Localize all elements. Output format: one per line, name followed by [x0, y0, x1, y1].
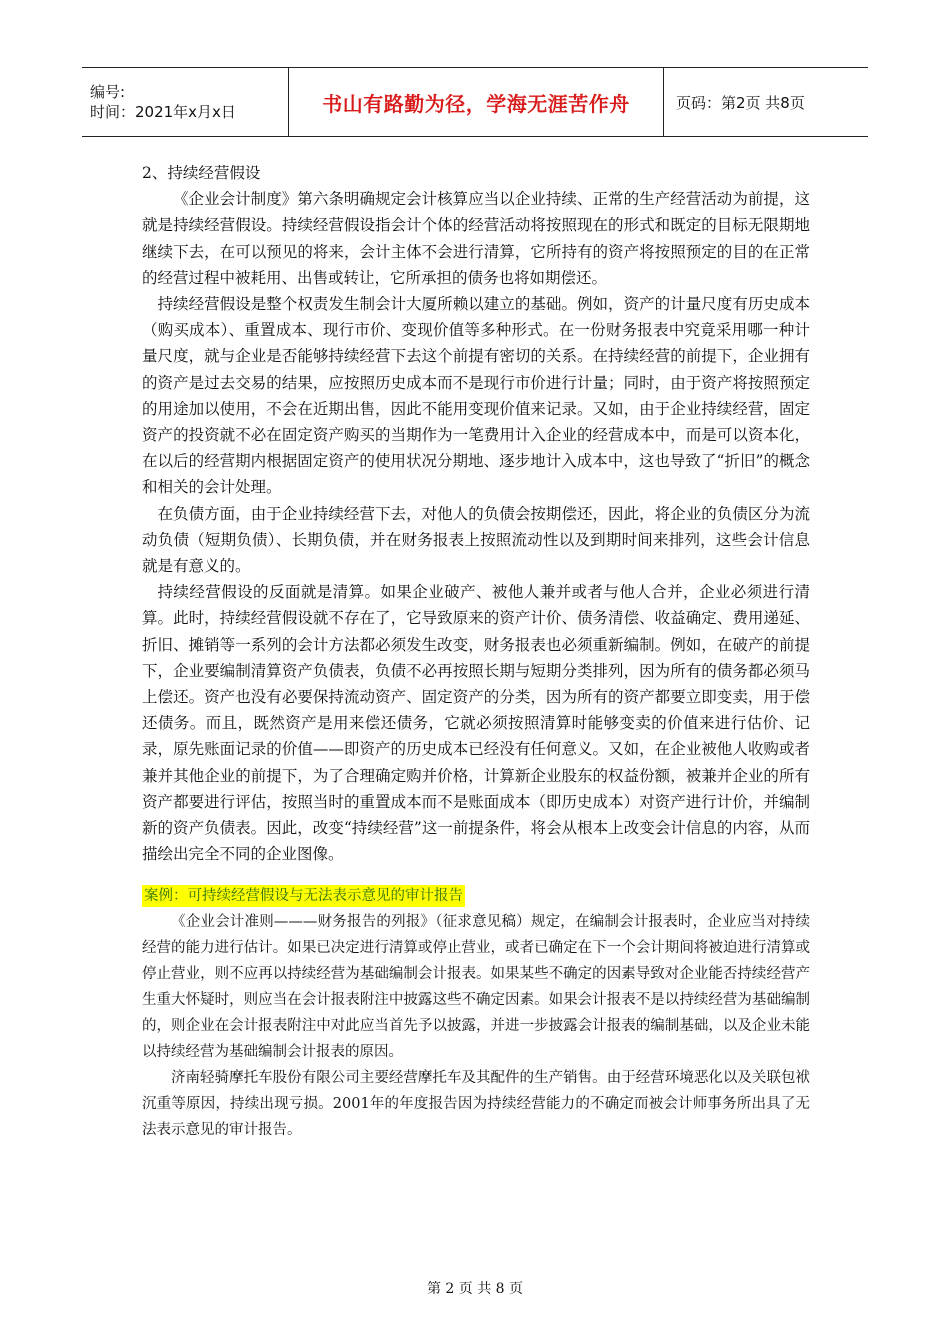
paragraph-1: 《企业会计制度》第六条明确规定会计核算应当以企业持续、正常的生产经营活动为前提，这就是持续经营假设。持续经营假设指会计个体的经营活动将按照现在的形式和既定的目标无限期地继续下去，在可以预见的将来，会计主体不会进行清算，它所持有的资产将按照预定的目的在正常的经营过程中被耗用、出售或转让，它所承担的债务也将如期偿还。 — [142, 190, 810, 287]
section-heading: 2、持续经营假设 — [142, 164, 261, 182]
case-title: 案例：可持续经营假设与无法表示意见的审计报告 — [142, 885, 465, 907]
document-number-label: 编号: — [90, 83, 126, 101]
document-body — [142, 160, 810, 1143]
case-paragraph-1: 《企业会计准则———财务报告的列报》（征求意见稿）规定，在编制会计报表时，企业应当对持续经营的能力进行估计。如果已决定进行清算或停止营业，或者已确定在下一个会计期间将被迫进行清算或停止营业，则不应再以持续经营为基础编制会计报表。如果某些不确定的因素导致对企业能否持续经营产生重大怀疑时，则应当在会计报表附注中披露这些不确定因素。如果会计报表不是以持续经营为基础编制的，则企业在会计报表附注中对此应当首先予以披露，并进一步披露会计报表的编制基础，以及企业未能以持续经营为基础编制会计报表的原因。 — [142, 913, 810, 1060]
paragraph-3: 在负债方面，由于企业持续经营下去，对他人的负债会按期偿还，因此，将企业的负债区分为流动负债（短期负债）、长期负债，并在财务报表上按照流动性以及到期时间来排列，这些会计信息就是有意义的。 — [142, 504, 810, 576]
header-motto: 书山有路勤为径，学海无涯苦作舟 — [289, 68, 664, 136]
header-page-info: 页码：第2页 共8页 — [676, 93, 805, 112]
document-time: 时间：2021年x月x日 — [90, 103, 236, 121]
case-section — [142, 867, 810, 1142]
document-header — [82, 67, 868, 137]
header-meta — [82, 68, 289, 136]
paragraph-4: 持续经营假设的反面就是清算。如果企业破产、被他人兼并或者与他人合并，企业必须进行清算。此时，持续经营假设就不存在了，它导致原来的资产计价、债务清偿、收益确定、费用递延、折旧、摊销等一系列的会计方法都必须发生改变，财务报表也必须重新编制。例如，在破产的前提下，企业要编制清算资产负债表，负债不必再按照长期与短期分类排列，因为所有的债务都必须马上偿还。资产也没有必要保持流动资产、固定资产的分类，因为所有的资产都要立即变卖，用于偿还债务。而且，既然资产是用来偿还债务，它就必须按照清算时能够变卖的价值来进行估价、记录，原先账面记录的价值——即资产的历史成本已经没有任何意义。又如，在企业被他人收购或者兼并其他企业的前提下，为了合理确定购并价格，计算新企业股东的权益份额，被兼并企业的所有资产都要进行评估，按照当时的重置成本而不是账面成本（即历史成本）对资产进行计价，并编制新的资产负债表。因此，改变“持续经营”这一前提条件，将会从根本上改变会计信息的内容，从而描绘出完全不同的企业图像。 — [142, 583, 810, 864]
paragraph-2: 持续经营假设是整个权责发生制会计大厦所赖以建立的基础。例如，资产的计量尺度有历史成本（购买成本）、重置成本、现行市价、变现价值等多种形式。在一份财务报表中究竟采用哪一种计量尺度，就与企业是否能够持续经营下去这个前提有密切的关系。在持续经营的前提下，企业拥有的资产是过去交易的结果，应按照历史成本而不是现行市价进行计量；同时，由于资产将按照预定的用途加以使用，不会在近期出售，因此不能用变现价值来记录。又如，由于企业持续经营，固定资产的投资就不必在固定资产购买的当期作为一笔费用计入企业的经营成本中，而是可以资本化，在以后的经营期内根据固定资产的使用状况分期地、逐步地计入成本中，这也导致了“折旧”的概念和相关的会计处理。 — [142, 295, 810, 497]
page-footer: 第 2 页 共 8 页 — [426, 1281, 524, 1297]
case-paragraph-2: 济南轻骑摩托车股份有限公司主要经营摩托车及其配件的生产销售。由于经营环境恶化以及关联包袱沉重等原因，持续出现亏损。2001年的年度报告因为持续经营能力的不确定而被会计师事务所出具了无法表示意见的审计报告。 — [142, 1069, 810, 1138]
